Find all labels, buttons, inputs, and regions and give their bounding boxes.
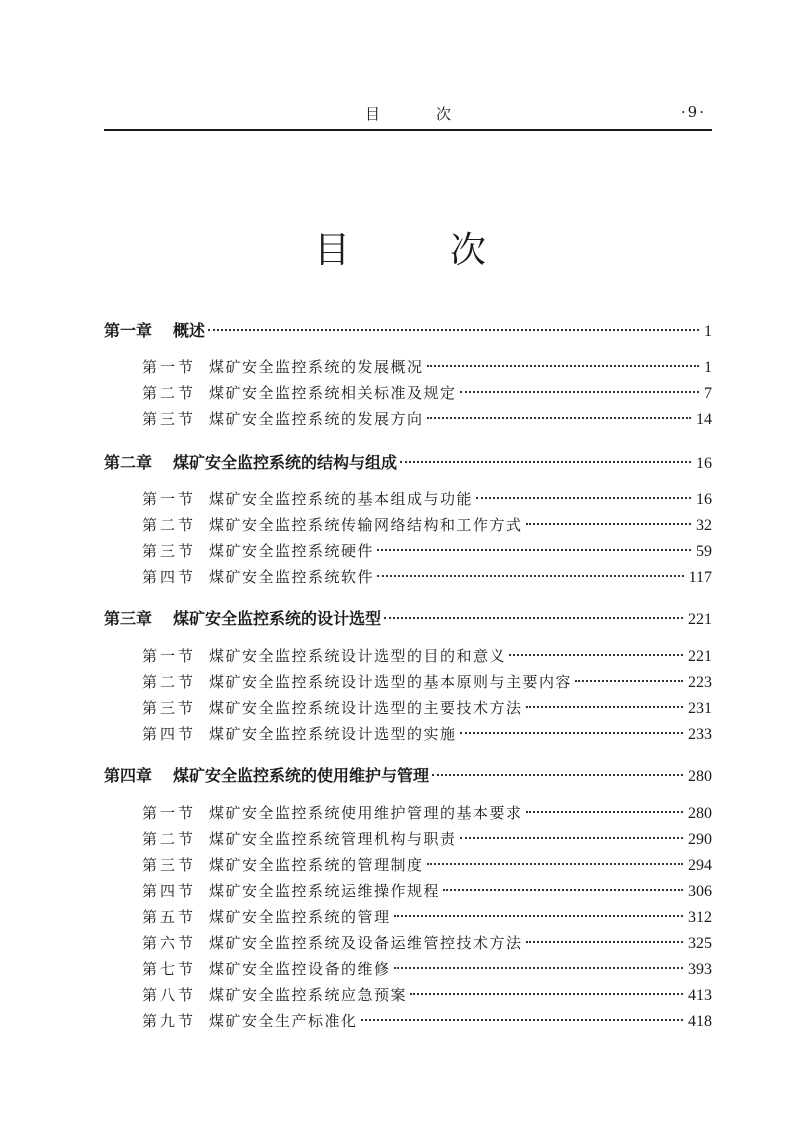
toc-entry-title: 煤矿安全监控系统运维操作规程	[209, 882, 441, 900]
dot-leader	[509, 654, 683, 656]
toc-section-4-5[interactable]	[142, 906, 712, 928]
toc-section-3-4[interactable]	[142, 723, 712, 745]
toc-entry-title: 煤矿安全监控系统设计选型的目的和意义	[209, 647, 507, 665]
toc-section-4-4[interactable]	[142, 880, 712, 902]
page-title: 目次	[313, 230, 586, 271]
toc-entry-number: 第三节	[142, 410, 197, 428]
toc-section-4-2[interactable]	[142, 828, 712, 850]
toc-entry-number: 第三节	[142, 699, 197, 717]
toc-entry-title: 煤矿安全监控设备的维修	[209, 960, 391, 978]
dot-leader	[361, 1019, 683, 1021]
toc-entry-page: 221	[688, 611, 712, 628]
toc-entry-page: 306	[688, 883, 712, 900]
toc-entry-number: 第二节	[142, 673, 197, 691]
toc-entry-number: 第一章	[104, 321, 153, 340]
toc-entry-page: 14	[696, 411, 712, 428]
dot-leader	[208, 329, 699, 331]
dot-leader	[460, 837, 683, 839]
dot-leader	[443, 889, 683, 891]
toc-entry-number: 第一节	[142, 490, 197, 508]
toc-entry-number: 第四节	[142, 725, 197, 743]
toc-entry-number: 第三章	[104, 609, 153, 628]
toc-entry-page: 7	[704, 385, 712, 402]
toc-section-4-1[interactable]	[142, 802, 712, 824]
toc-entry-title: 煤矿安全监控系统硬件	[209, 542, 375, 560]
toc-entry-page: 32	[696, 517, 712, 534]
toc-entry-number: 第六节	[142, 934, 197, 952]
toc-entry-title: 煤矿安全监控系统相关标准及规定	[209, 384, 457, 402]
dot-leader	[377, 549, 691, 551]
toc-entry-page: 280	[688, 768, 712, 785]
toc-entry-number: 第三节	[142, 856, 197, 874]
dot-leader	[460, 391, 699, 393]
toc-entry-title: 煤矿安全监控系统的发展概况	[209, 358, 424, 376]
toc-entry-page: 231	[688, 700, 712, 717]
toc-entry-title: 煤矿安全监控系统应急预案	[209, 986, 408, 1004]
toc-section-4-7[interactable]	[142, 958, 712, 980]
toc-entry-number: 第四章	[104, 766, 153, 785]
toc-section-4-8[interactable]	[142, 984, 712, 1006]
toc-entry-number: 第五节	[142, 908, 197, 926]
dot-leader	[460, 732, 683, 734]
toc-entry-number: 第二节	[142, 384, 197, 402]
dot-leader	[410, 993, 683, 995]
dot-leader	[394, 967, 683, 969]
toc-section-2-2[interactable]	[142, 514, 712, 536]
dot-leader	[427, 863, 683, 865]
dot-leader	[526, 811, 683, 813]
toc-chapter-2[interactable]	[104, 450, 712, 472]
toc-entry-page: 221	[688, 648, 712, 665]
toc-entry-title: 煤矿安全监控系统设计选型的基本原则与主要内容	[209, 673, 573, 691]
dot-leader	[384, 617, 683, 619]
dot-leader	[526, 706, 683, 708]
toc-entry-page: 1	[704, 359, 712, 376]
toc-entry-page: 233	[688, 726, 712, 743]
toc-entry-title: 煤矿安全监控系统的设计选型	[173, 609, 382, 628]
toc-section-1-3[interactable]	[142, 408, 712, 430]
toc-entry-page: 294	[688, 857, 712, 874]
toc-entry-page: 280	[688, 805, 712, 822]
toc-entry-number: 第三节	[142, 542, 197, 560]
toc-entry-page: 325	[688, 935, 712, 952]
toc-section-1-1[interactable]	[142, 356, 712, 378]
toc-entry-title: 煤矿安全监控系统管理机构与职责	[209, 830, 457, 848]
toc-section-2-3[interactable]	[142, 540, 712, 562]
header-rule	[104, 129, 712, 131]
dot-leader	[377, 575, 684, 577]
toc-section-4-3[interactable]	[142, 854, 712, 876]
toc-entry-page: 59	[696, 543, 712, 560]
toc-entry-title: 煤矿安全监控系统设计选型的主要技术方法	[209, 699, 523, 717]
toc-entry-number: 第一节	[142, 647, 197, 665]
dot-leader	[575, 680, 683, 682]
toc-entry-number: 第二节	[142, 830, 197, 848]
toc-entry-page: 117	[688, 569, 712, 586]
toc-section-2-4[interactable]	[142, 566, 712, 588]
dot-leader	[432, 774, 683, 776]
toc-entry-title: 煤矿安全监控系统的发展方向	[209, 410, 424, 428]
toc-entry-page: 1	[704, 323, 712, 340]
dot-leader	[400, 461, 691, 463]
toc-section-4-9[interactable]	[142, 1010, 712, 1032]
toc-entry-title: 煤矿安全监控系统软件	[209, 568, 375, 586]
toc-section-4-6[interactable]	[142, 932, 712, 954]
toc-entry-page: 418	[688, 1013, 712, 1030]
toc-entry-page: 312	[688, 909, 712, 926]
toc-entry-title: 煤矿安全监控系统传输网络结构和工作方式	[209, 516, 523, 534]
toc-section-2-1[interactable]	[142, 488, 712, 510]
running-head-page-number: ·9·	[680, 103, 706, 121]
toc-chapter-3[interactable]	[104, 606, 712, 628]
running-head	[104, 101, 712, 127]
dot-leader	[427, 365, 699, 367]
toc-entry-number: 第四节	[142, 568, 197, 586]
toc-entry-page: 223	[688, 674, 712, 691]
toc-chapter-4[interactable]	[104, 763, 712, 785]
dot-leader	[394, 915, 683, 917]
toc-entry-number: 第二章	[104, 453, 153, 472]
toc-entry-title: 煤矿安全监控系统的基本组成与功能	[209, 490, 474, 508]
toc-entry-title: 煤矿安全监控系统的使用维护与管理	[173, 766, 430, 785]
toc-section-3-3[interactable]	[142, 697, 712, 719]
dot-leader	[526, 941, 683, 943]
toc-section-3-2[interactable]	[142, 671, 712, 693]
toc-entry-number: 第九节	[142, 1012, 197, 1030]
running-head-title: 目次	[364, 105, 507, 123]
toc-entry-page: 16	[696, 491, 712, 508]
toc-entry-title: 煤矿安全监控系统及设备运维管控技术方法	[209, 934, 523, 952]
toc-entry-title: 概述	[173, 321, 206, 340]
toc-entry-number: 第四节	[142, 882, 197, 900]
toc-entry-title: 煤矿安全监控系统的管理	[209, 908, 391, 926]
toc-entry-title: 煤矿安全生产标准化	[209, 1012, 358, 1030]
toc-section-1-2[interactable]	[142, 382, 712, 404]
toc-entry-number: 第八节	[142, 986, 197, 1004]
dot-leader	[427, 417, 691, 419]
toc-entry-title: 煤矿安全监控系统的结构与组成	[173, 453, 398, 472]
toc-section-3-1[interactable]	[142, 645, 712, 667]
toc-entry-page: 16	[696, 455, 712, 472]
toc-entry-page: 393	[688, 961, 712, 978]
toc-entry-title: 煤矿安全监控系统设计选型的实施	[209, 725, 457, 743]
toc-entry-number: 第一节	[142, 358, 197, 376]
toc-entry-title: 煤矿安全监控系统使用维护管理的基本要求	[209, 804, 523, 822]
toc-entry-number: 第二节	[142, 516, 197, 534]
toc-entry-page: 413	[688, 987, 712, 1004]
toc-entry-number: 第七节	[142, 960, 197, 978]
toc-chapter-1[interactable]	[104, 318, 712, 340]
toc-entry-page: 290	[688, 831, 712, 848]
dot-leader	[476, 497, 691, 499]
dot-leader	[526, 523, 691, 525]
toc-entry-number: 第一节	[142, 804, 197, 822]
toc-entry-title: 煤矿安全监控系统的管理制度	[209, 856, 424, 874]
